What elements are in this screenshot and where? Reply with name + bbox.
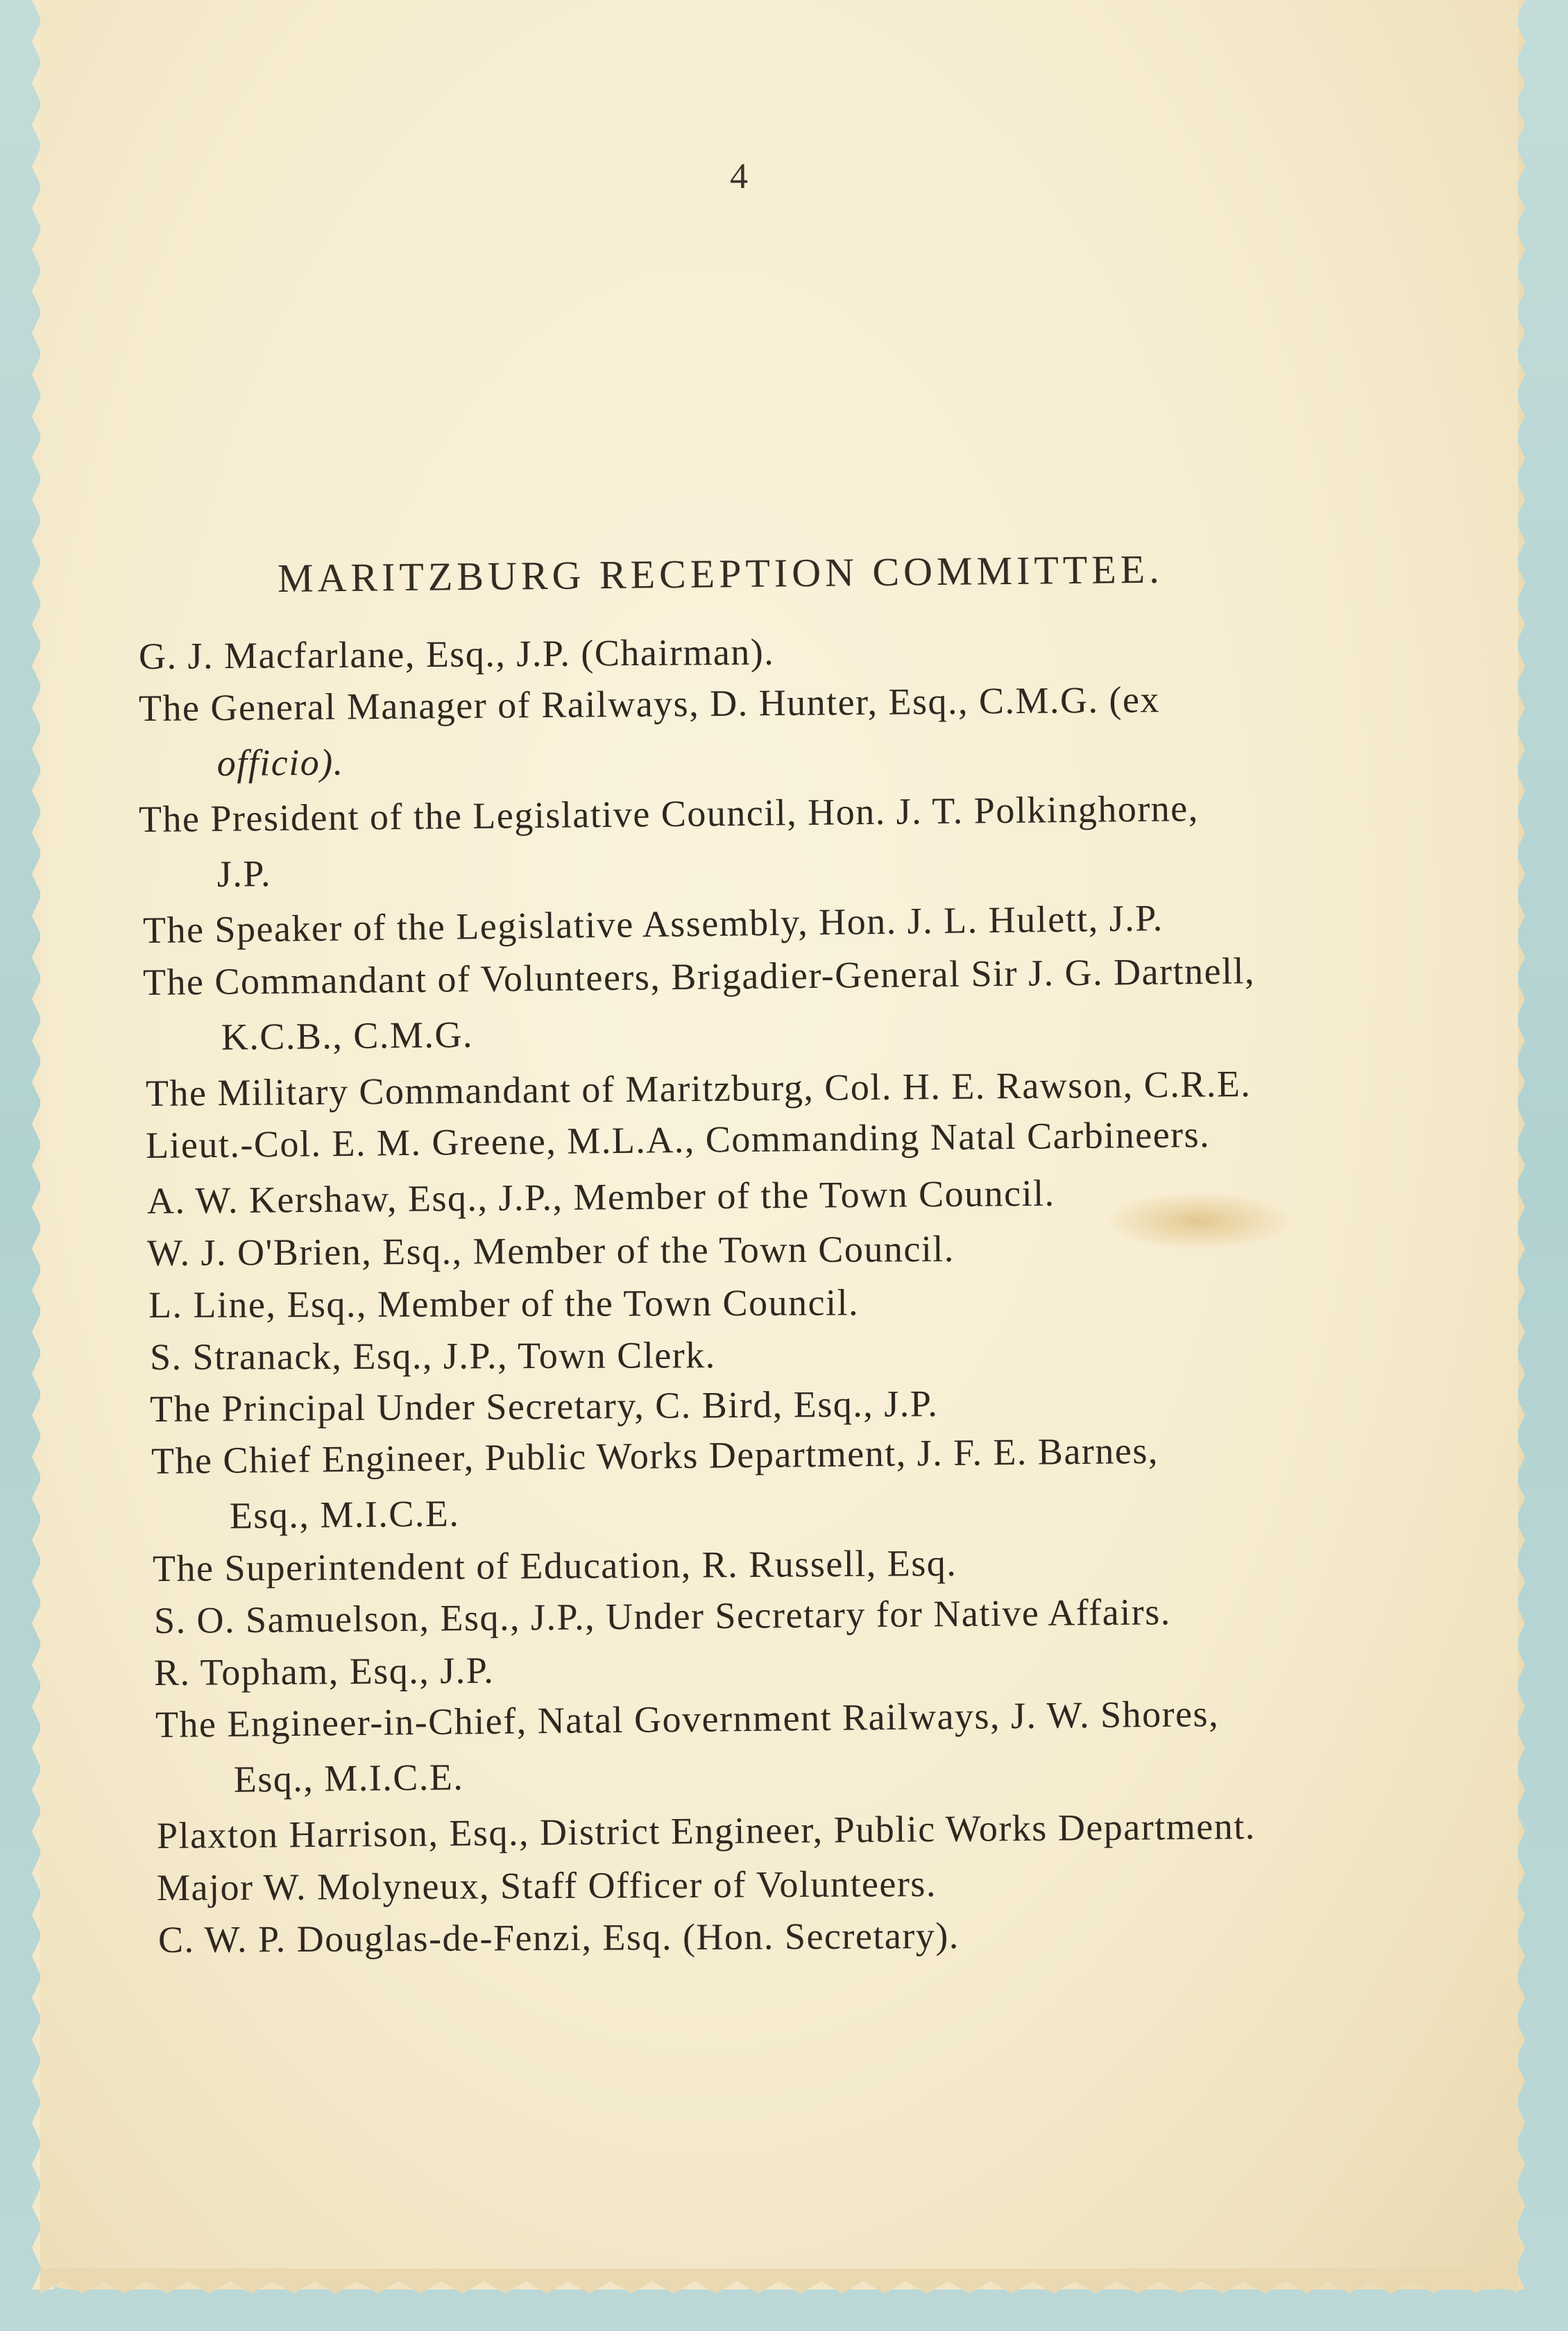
member-line: The Commandant of Volunteers, Brigadier-General Sir J. G. Dartnell, bbox=[142, 950, 1256, 1003]
committee-member bbox=[153, 1538, 1415, 1590]
member-continuation: Esq., M.I.C.E. bbox=[233, 1756, 464, 1800]
member-line: The Speaker of the Legislative Assembly, Hon. J. L. Hulett, J.P. bbox=[142, 897, 1164, 951]
committee-heading: MARITZBURG RECEPTION COMMITTEE. bbox=[277, 546, 1164, 601]
committee-member bbox=[148, 1279, 1411, 1326]
member-line: A. W. Kershaw, Esq., J.P., Member of the Town Council. bbox=[146, 1172, 1055, 1222]
member-line: R. Topham, Esq., J.P. bbox=[153, 1649, 495, 1693]
member-line: The Superintendent of Education, R. Russell, Esq. bbox=[152, 1542, 957, 1589]
page-number: 4 bbox=[730, 157, 748, 196]
committee-member bbox=[139, 626, 1401, 678]
committee-member bbox=[158, 1911, 1421, 1961]
member-continuation: J.P. bbox=[216, 853, 272, 895]
member-line: Lieut.-Col. E. M. Greene, M.L.A., Commanding Natal Carbineers. bbox=[145, 1113, 1211, 1166]
member-line: S. Stranack, Esq., J.P., Town Clerk. bbox=[149, 1334, 716, 1378]
member-line: G. J. Macfarlane, Esq., J.P. (Chairman). bbox=[138, 631, 775, 677]
member-line: Plaxton Harrison, Esq., District Engineer, Public Works Department. bbox=[156, 1805, 1256, 1856]
member-line: The Engineer-in-Chief, Natal Government Railways, J. W. Shores, bbox=[155, 1692, 1220, 1745]
member-continuation: K.C.B., C.M.G. bbox=[221, 1014, 474, 1058]
member-line: The President of the Legislative Council, Hon. J. T. Polkinghorne, bbox=[138, 787, 1200, 840]
committee-member bbox=[157, 1859, 1420, 1909]
committee-member bbox=[147, 1224, 1410, 1274]
committee-member bbox=[154, 1642, 1417, 1694]
member-continuation: officio). bbox=[216, 741, 344, 785]
member-line: C. W. P. Douglas-de-Fenzi, Esq. (Hon. Secretary). bbox=[157, 1914, 960, 1961]
member-line: Major W. Molyneux, Staff Officer of Volunteers. bbox=[156, 1863, 937, 1909]
deckled-bottom-edge bbox=[40, 2269, 1518, 2303]
member-line: The Principal Under Secretary, C. Bird, Esq., J.P. bbox=[149, 1383, 939, 1430]
member-line: W. J. O'Brien, Esq., Member of the Town Council. bbox=[146, 1227, 955, 1274]
member-continuation: Esq., M.I.C.E. bbox=[229, 1492, 460, 1537]
member-line: The Military Commandant of Maritzburg, Col. H. E. Rawson, C.R.E. bbox=[145, 1063, 1252, 1114]
member-line: The General Manager of Railways, D. Hunter, Esq., C.M.G. (ex bbox=[138, 678, 1161, 729]
member-line: S. O. Samuelson, Esq., J.P., Under Secretary for Native Affairs. bbox=[153, 1591, 1171, 1641]
committee-member bbox=[150, 1378, 1413, 1431]
member-line: L. Line, Esq., Member of the Town Council. bbox=[148, 1281, 860, 1326]
member-line: The Chief Engineer, Public Works Department, J. F. E. Barnes, bbox=[151, 1429, 1159, 1482]
committee-member bbox=[150, 1331, 1413, 1378]
